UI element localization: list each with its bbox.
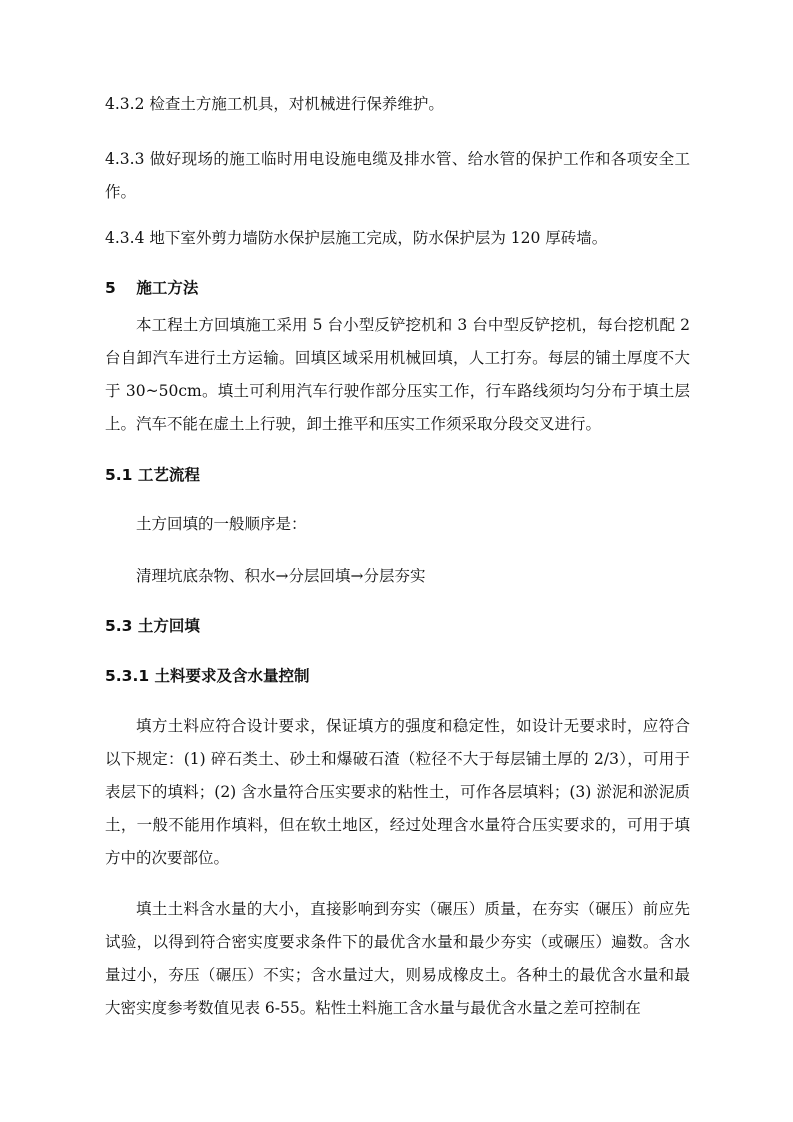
item-4-3-4: 4.3.4 地下室外剪力墙防水保护层施工完成，防水保护层为 120 厚砖墙。 [105,229,608,247]
section-5-body: 本工程土方回填施工采用 5 台小型反铲挖机和 3 台中型反铲挖机，每台挖机配 2 台自卸汽车进行土方运输。回填区域采用机械回填，人工打夯。每层的铺土厚度不大于 30~50cm。填土可利用汽车行驶作部分压实工作，行车路线须均匀分布于填土层上。汽车不能在虚土上行驶，卸土推平和压实工作须采取分段交叉进行。 [105,316,690,433]
section-5-3-heading: 5.3 土方回填 [105,617,200,635]
section-5-number: 5 [105,279,116,297]
section-5-1-heading: 5.1 工艺流程 [105,466,200,484]
section-5-1-intro: 土方回填的一般顺序是： [136,515,307,533]
item-4-3-2: 4.3.2 检查土方施工机具，对机械进行保养维护。 [105,95,444,113]
section-5-1-flow: 清理坑底杂物、积水→分层回填→分层夯实 [136,567,426,585]
section-5-3-1-para-2: 填土土料含水量的大小，直接影响到夯实（碾压）质量，在夯实（碾压）前应先试验，以得到符合密实度要求条件下的最优含水量和最少夯实（或碾压）遍数。含水量过小，夯压（碾压）不实；含水量过大，则易成橡皮土。各种土的最优含水量和最大密实度参考数值见表 6-55。粘性土料施工含水量与最优含水量之差可控制在 [105,900,690,1017]
item-4-3-3: 4.3.3 做好现场的施工临时用电设施电缆及排水管、给水管的保护工作和各项安全工作。 [105,150,690,201]
section-5-3-1-para-1: 填方土料应符合设计要求，保证填方的强度和稳定性，如设计无要求时，应符合以下规定：(1) 碎石类土、砂土和爆破石渣（粒径不大于每层铺土厚的 2/3），可用于表层下的填料；(2) 含水量符合压实要求的粘性土，可作各层填料；(3) 淤泥和淤泥质土，一般不能用作填料，但在软土地区，经过处理含水量符合压实要求的，可用于填方中的次要部位。 [105,717,690,867]
section-5-title: 施工方法 [136,279,199,297]
section-5-3-1-heading: 5.3.1 土料要求及含水量控制 [105,667,310,685]
section-5-heading [105,272,690,305]
